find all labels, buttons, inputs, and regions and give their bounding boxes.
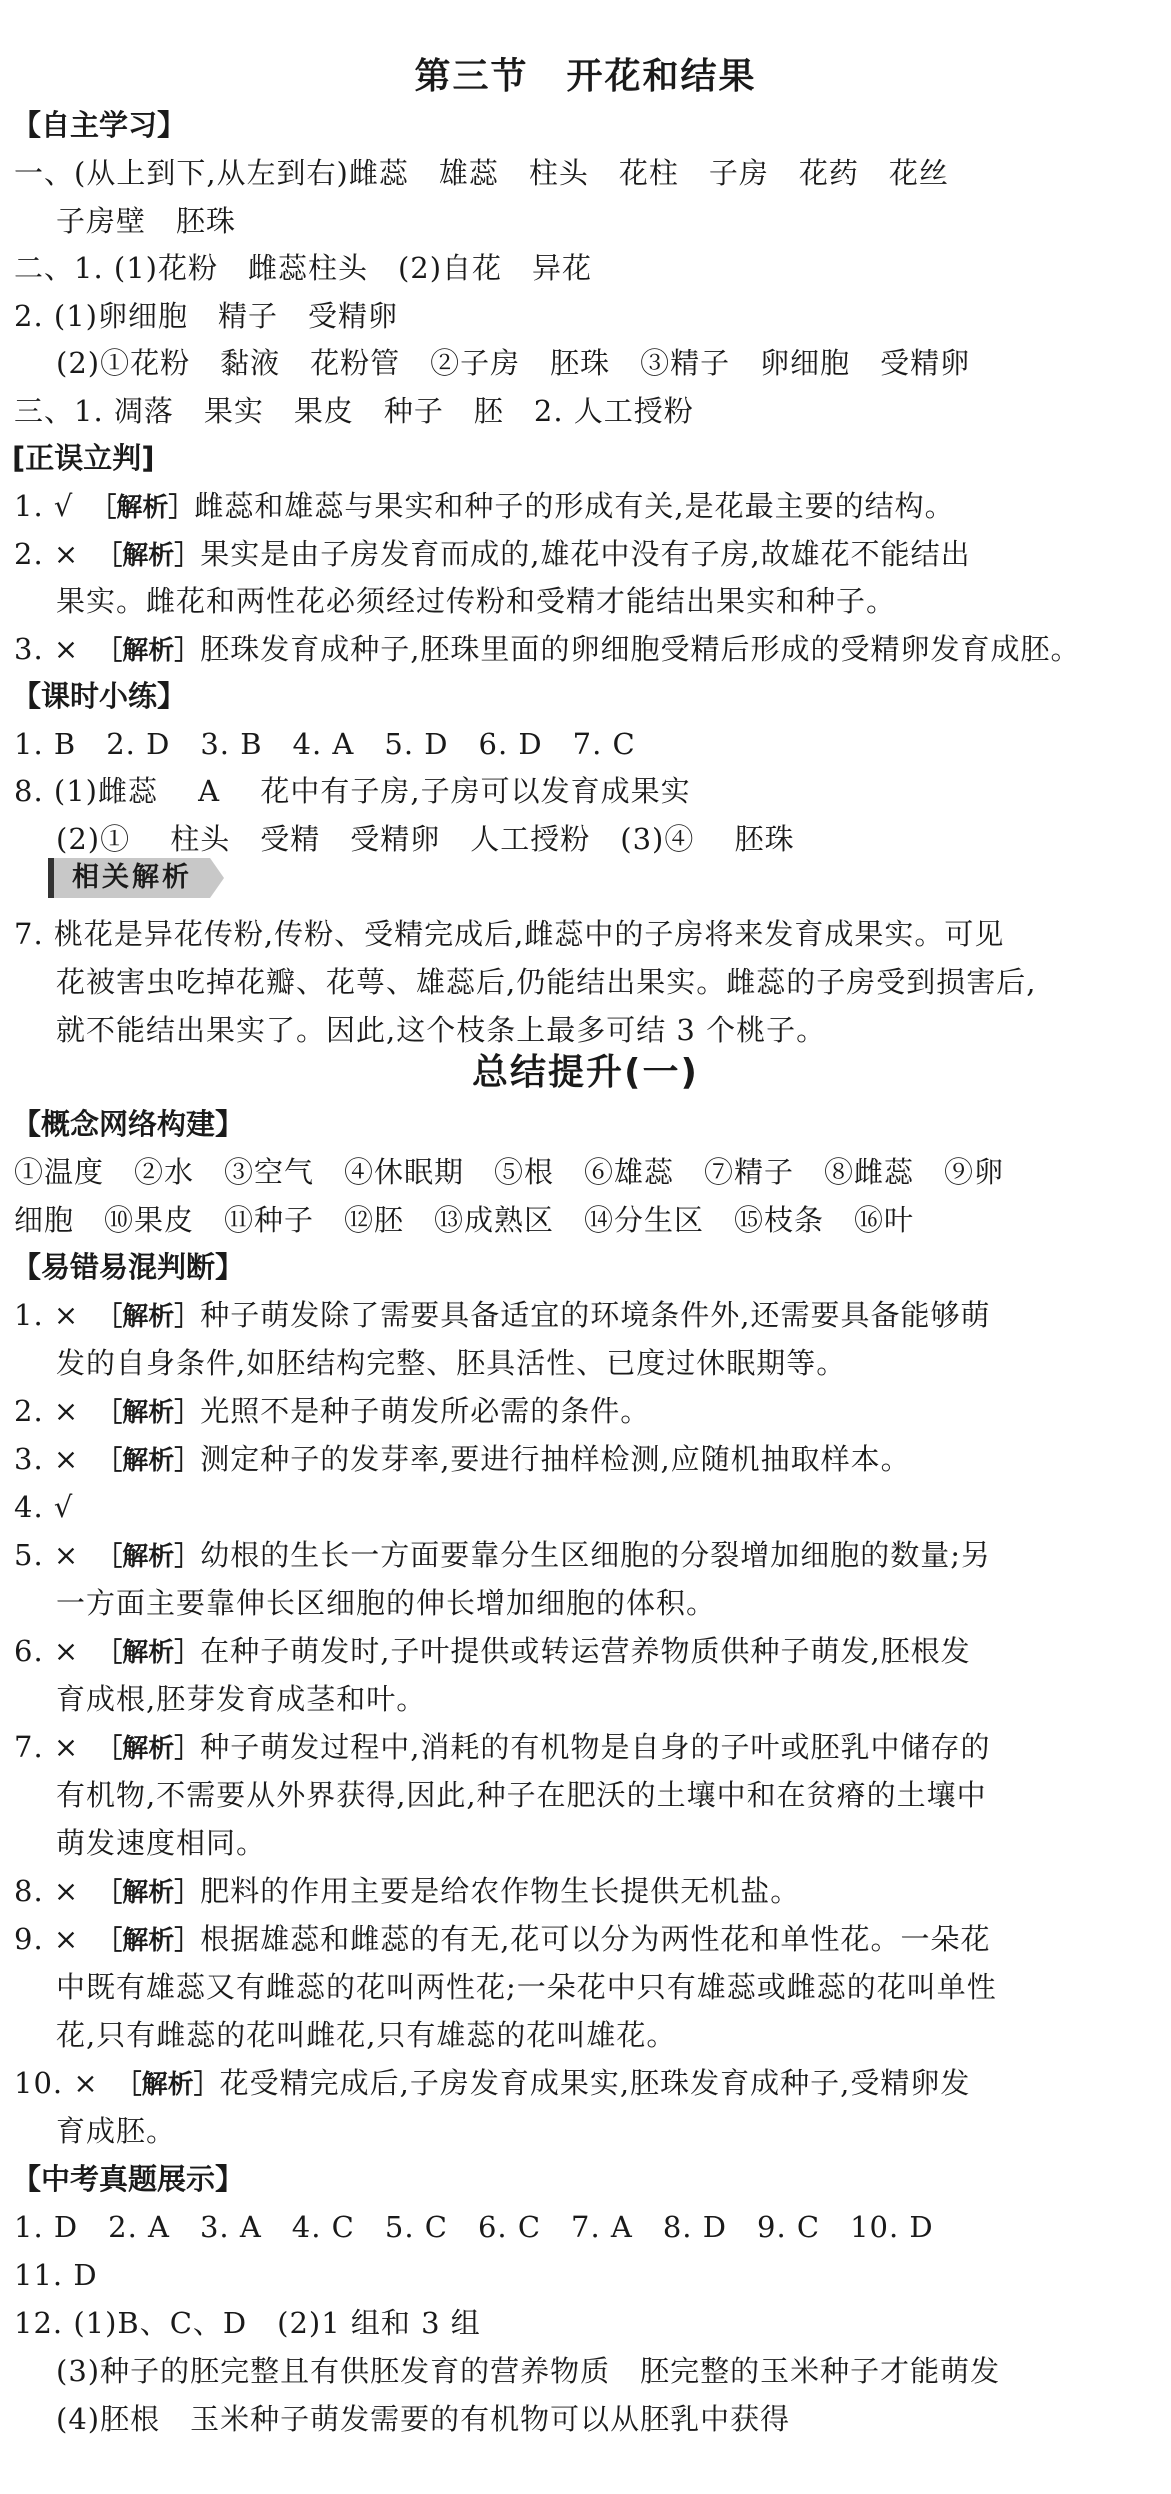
section-title-kaihua: 第三节 开花和结果 [414, 56, 757, 97]
xiaolian-line-3: (2)① 柱头 受精 受精卵 人工授粉 (3)④ 胚珠 [56, 822, 795, 856]
related-analysis-badge: 相关解析 [48, 858, 210, 898]
zizhu-line-4: 2. (1)卵细胞 精子 受精卵 [14, 299, 398, 333]
yicuo-item-9-cont2: 花,只有雌蕊的花叫雌花,只有雄蕊的花叫雄花。 [56, 2018, 677, 2052]
yicuo-item-7-cont: 有机物,不需要从外界获得,因此,种子在肥沃的土壤中和在贫瘠的土壤中 [56, 1778, 987, 1812]
yicuo-item-5: 5. × ［解析］幼根的生长一方面要靠分生区细胞的分裂增加细胞的数量;另 [14, 1538, 991, 1572]
yicuo-item-10-cont: 育成胚。 [56, 2114, 177, 2148]
zizhu-line-1: 一、(从上到下,从左到右)雌蕊 雄蕊 柱头 花柱 子房 花药 花丝 [14, 156, 949, 190]
zhenti-line-1: 1. D 2. A 3. A 4. C 5. C 6. C 7. A 8. D 9. C 10. D [14, 2210, 934, 2244]
zizhu-line-2: 子房壁 胚珠 [56, 204, 237, 238]
yicuo-item-4: 4. √ [14, 1490, 74, 1524]
yicuo-item-6: 6. × ［解析］在种子萌发时,子叶提供或转运营养物质供种子萌发,胚根发 [14, 1634, 971, 1668]
yicuo-item-9: 9. × ［解析］根据雄蕊和雌蕊的有无,花可以分为两性花和单性花。一朵花 [14, 1922, 991, 1956]
zhenti-line-5: (4)胚根 玉米种子萌发需要的有机物可以从胚乳中获得 [56, 2402, 791, 2436]
analysis-line-2: 花被害虫吃掉花瓣、花萼、雄蕊后,仍能结出果实。雌蕊的子房受到损害后, [56, 965, 1037, 999]
yicuo-item-1-cont: 发的自身条件,如胚结构完整、胚具活性、已度过休眠期等。 [56, 1346, 847, 1380]
xiaolian-line-2: 8. (1)雌蕊 A 花中有子房,子房可以发育成果实 [14, 774, 691, 808]
zizhu-line-3: 二、1. (1)花粉 雌蕊柱头 (2)自花 异花 [14, 251, 593, 285]
xiaolian-line-1: 1. B 2. D 3. B 4. A 5. D 6. D 7. C [14, 727, 636, 761]
heading-yicuo-panduan: 【易错易混判断】 [12, 1250, 245, 1284]
heading-zhengwu-lipan: [正误立判] [12, 441, 155, 475]
zhengwu-item-2: 2. × ［解析］果实是由子房发育而成的,雄花中没有子房,故雄花不能结出 [14, 537, 971, 571]
zhenti-line-4: (3)种子的胚完整且有供胚发育的营养物质 胚完整的玉米种子才能萌发 [56, 2354, 1001, 2388]
zhenti-line-3: 12. (1)B、C、D (2)1 组和 3 组 [14, 2306, 481, 2340]
yicuo-item-8: 8. × ［解析］肥料的作用主要是给农作物生长提供无机盐。 [14, 1874, 801, 1908]
heading-gainian-wangluo: 【概念网络构建】 [12, 1107, 245, 1141]
zhengwu-item-1: 1. √ ［解析］雌蕊和雄蕊与果实和种子的形成有关,是花最主要的结构。 [14, 489, 955, 523]
yicuo-item-2: 2. × ［解析］光照不是种子萌发所必需的条件。 [14, 1394, 651, 1428]
yicuo-item-7-cont2: 萌发速度相同。 [56, 1826, 267, 1860]
yicuo-item-5-cont: 一方面主要靠伸长区细胞的伸长增加细胞的体积。 [56, 1586, 717, 1620]
gainian-line-2: 细胞 ⑩果皮 ⑪种子 ⑫胚 ⑬成熟区 ⑭分生区 ⑮枝条 ⑯叶 [14, 1203, 915, 1237]
yicuo-item-6-cont: 育成根,胚芽发育成茎和叶。 [56, 1682, 427, 1716]
yicuo-item-7: 7. × ［解析］种子萌发过程中,消耗的有机物是自身的子叶或胚乳中储存的 [14, 1730, 991, 1764]
yicuo-item-10: 10. × ［解析］花受精完成后,子房发育成果实,胚珠发育成种子,受精卵发 [14, 2066, 971, 2100]
yicuo-item-1: 1. × ［解析］种子萌发除了需要具备适宜的环境条件外,还需要具备能够萌 [14, 1298, 991, 1332]
heading-keshi-xiaolian: 【课时小练】 [12, 679, 187, 713]
yicuo-item-3: 3. × ［解析］测定种子的发芽率,要进行抽样检测,应随机抽取样本。 [14, 1442, 911, 1476]
section-title-summary: 总结提升(一) [472, 1052, 699, 1093]
gainian-line-1: ①温度 ②水 ③空气 ④休眠期 ⑤根 ⑥雄蕊 ⑦精子 ⑧雌蕊 ⑨卵 [14, 1155, 1005, 1189]
zhengwu-item-2-cont: 果实。雌花和两性花必须经过传粉和受精才能结出果实和种子。 [56, 584, 897, 618]
analysis-line-1: 7. 桃花是异花传粉,传粉、受精完成后,雌蕊中的子房将来发育成果实。可见 [14, 917, 1005, 951]
zizhu-line-5: (2)①花粉 黏液 花粉管 ②子房 胚珠 ③精子 卵细胞 受精卵 [56, 346, 971, 380]
yicuo-item-9-cont: 中既有雄蕊又有雌蕊的花叫两性花;一朵花中只有雄蕊或雌蕊的花叫单性 [56, 1970, 997, 2004]
zhengwu-item-3: 3. × ［解析］胚珠发育成种子,胚珠里面的卵细胞受精后形成的受精卵发育成胚。 [14, 632, 1081, 666]
zhenti-line-2: 11. D [14, 2258, 98, 2292]
zizhu-line-6: 三、1. 凋落 果实 果皮 种子 胚 2. 人工授粉 [14, 394, 694, 428]
heading-zhongkao-zhenti: 【中考真题展示】 [12, 2162, 245, 2196]
heading-zizhu-xuexi: 【自主学习】 [12, 108, 187, 142]
analysis-line-3: 就不能结出果实了。因此,这个枝条上最多可结 3 个桃子。 [56, 1013, 827, 1047]
